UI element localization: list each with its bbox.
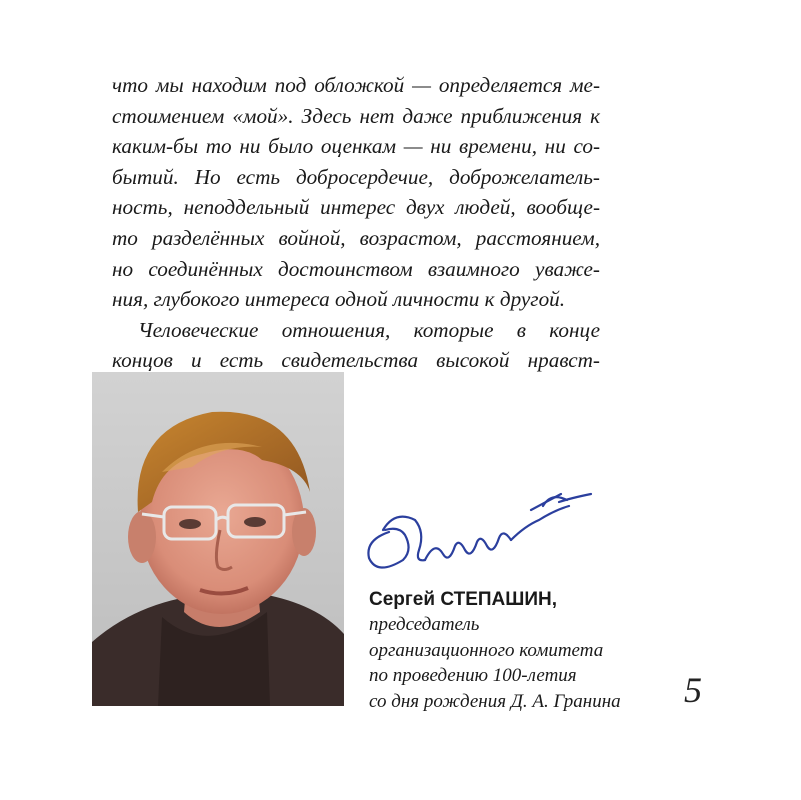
author-role-line: со дня рождения Д. А. Гранина [369, 690, 621, 712]
signature-image [355, 480, 605, 580]
text-line: то разделённых войной, возрастом, расстоянием, [112, 225, 600, 250]
author-role-line: организационного комитета [369, 639, 604, 661]
signature-drawing [355, 480, 605, 580]
page-number: 5 [684, 670, 702, 710]
author-caption [369, 588, 649, 714]
text-line: что мы находим под обложкой — определяется ме- [112, 73, 600, 97]
text-line: ность, неподдельный интерес двух людей, вообще- [112, 195, 600, 220]
body-text [112, 70, 600, 407]
author-role-line: по проведению 100-летия [369, 665, 577, 686]
text-line: концов и есть свидетельства высокой нравст- [112, 348, 600, 373]
text-line: бытий. Но есть добросердечие, доброжелатель- [112, 164, 600, 189]
text-line: Человеческие отношения, которые в конце [138, 317, 600, 342]
text-line: стоимением «мой». Здесь нет даже приближения к [112, 103, 600, 128]
text-line: ния, глубокого интереса одной личности к другой. [112, 287, 566, 312]
portrait-photo [92, 372, 344, 706]
author-name: Сергей СТЕПАШИН, [369, 589, 557, 610]
author-role-line: председатель [369, 614, 480, 635]
text-line: каким-бы то ни было оценкам — ни времени, ни со- [112, 134, 600, 159]
portrait-illustration [92, 372, 344, 706]
text-line: но соединённых достоинством взаимного уваже- [112, 256, 600, 281]
